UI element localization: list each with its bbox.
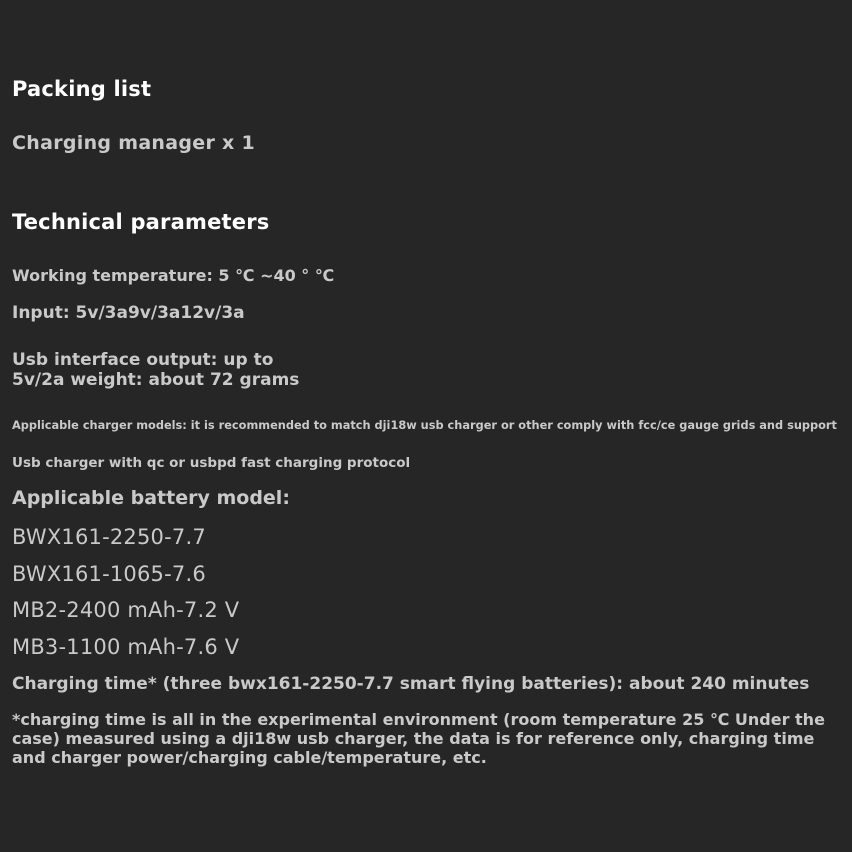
battery-model-4: MB3-1100 mAh-7.6 V <box>12 635 240 659</box>
usb-output-line-2: 5v/2a weight: about 72 grams <box>12 370 300 390</box>
input-spec: Input: 5v/3a9v/3a12v/3a <box>12 303 245 323</box>
charger-models: Applicable charger models: it is recommended to match dji18w usb charger or other comply with fcc/ce gauge grids and support <box>12 418 837 432</box>
battery-model-heading: Applicable battery model: <box>12 487 290 509</box>
charging-time: Charging time* (three bwx161-2250-7.7 smart flying batteries): about 240 minutes <box>12 674 810 694</box>
technical-parameters-heading: Technical parameters <box>12 210 270 234</box>
battery-model-1: BWX161-2250-7.7 <box>12 525 206 549</box>
charging-time-note: *charging time is all in the experimental environment (room temperature 25 ℃ Under the case) measured using a dji18w usb charger, the data is for reference only, charging time and charger power/charging cable/temperature, etc. <box>12 710 825 767</box>
battery-model-2: BWX161-1065-7.6 <box>12 562 206 586</box>
packing-list-heading: Packing list <box>12 77 152 101</box>
battery-model-3: MB2-2400 mAh-7.2 V <box>12 598 240 622</box>
charger-protocol: Usb charger with qc or usbpd fast charging protocol <box>12 455 411 471</box>
usb-output-spec <box>12 350 299 390</box>
packing-list-item: Charging manager x 1 <box>12 132 256 154</box>
usb-output-line-1: Usb interface output: up to <box>12 350 274 370</box>
working-temperature: Working temperature: 5 ℃ ~40 ° ℃ <box>12 266 335 285</box>
